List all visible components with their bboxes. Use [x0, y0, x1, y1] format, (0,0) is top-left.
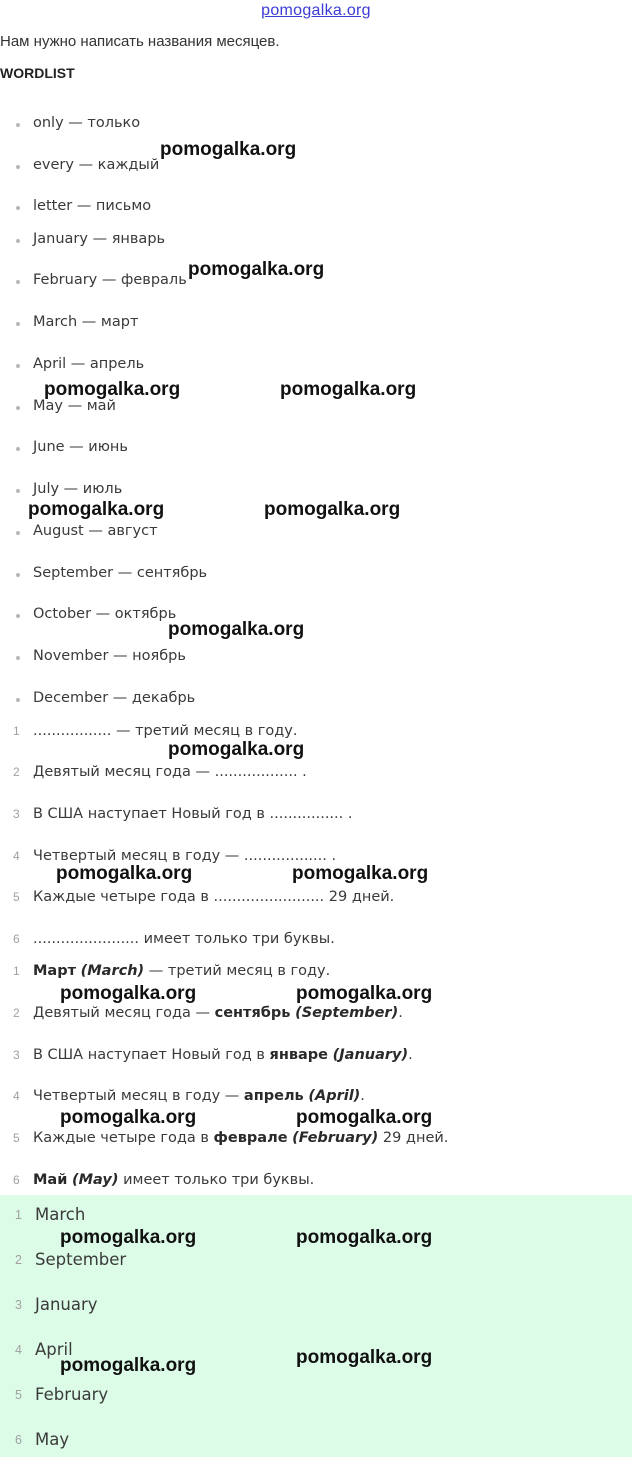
- bullet-icon: [16, 322, 20, 326]
- bullet-icon: [16, 614, 20, 618]
- watermark: pomogalka.org: [296, 1347, 433, 1368]
- watermark: pomogalka.org: [296, 983, 433, 1004]
- answer-panel: 1 March 2 September 3 January 4 April 5 February 6 May: [0, 1195, 632, 1457]
- watermark: pomogalka.org: [188, 259, 325, 280]
- watermark: pomogalka.org: [168, 619, 305, 640]
- watermark: pomogalka.org: [56, 863, 193, 884]
- watermark: pomogalka.org: [168, 739, 305, 760]
- watermark: pomogalka.org: [292, 863, 429, 884]
- bullet-icon: [16, 573, 20, 577]
- watermark: pomogalka.org: [44, 379, 181, 400]
- watermark: pomogalka.org: [296, 1227, 433, 1248]
- wordlist-title: WORDLIST: [0, 65, 75, 81]
- intro-text: Нам нужно написать названия месяцев.: [0, 33, 280, 50]
- bullet-icon: [16, 280, 20, 284]
- watermark: pomogalka.org: [60, 1107, 197, 1128]
- bullet-icon: [16, 447, 20, 451]
- bullet-icon: [16, 531, 20, 535]
- bullet-icon: [16, 123, 20, 127]
- bullet-icon: [16, 489, 20, 493]
- watermark: pomogalka.org: [264, 499, 401, 520]
- watermark: pomogalka.org: [28, 499, 165, 520]
- bullet-icon: [16, 364, 20, 368]
- watermark: pomogalka.org: [296, 1107, 433, 1128]
- site-link[interactable]: pomogalka.org: [261, 2, 371, 19]
- bullet-icon: [16, 165, 20, 169]
- bullet-icon: [16, 206, 20, 210]
- bullet-icon: [16, 656, 20, 660]
- watermark: pomogalka.org: [160, 139, 297, 160]
- watermark: pomogalka.org: [280, 379, 417, 400]
- bullet-icon: [16, 698, 20, 702]
- watermark: pomogalka.org: [60, 1355, 197, 1376]
- watermark: pomogalka.org: [60, 983, 197, 1004]
- bullet-icon: [16, 406, 20, 410]
- bullet-icon: [16, 239, 20, 243]
- watermark: pomogalka.org: [60, 1227, 197, 1248]
